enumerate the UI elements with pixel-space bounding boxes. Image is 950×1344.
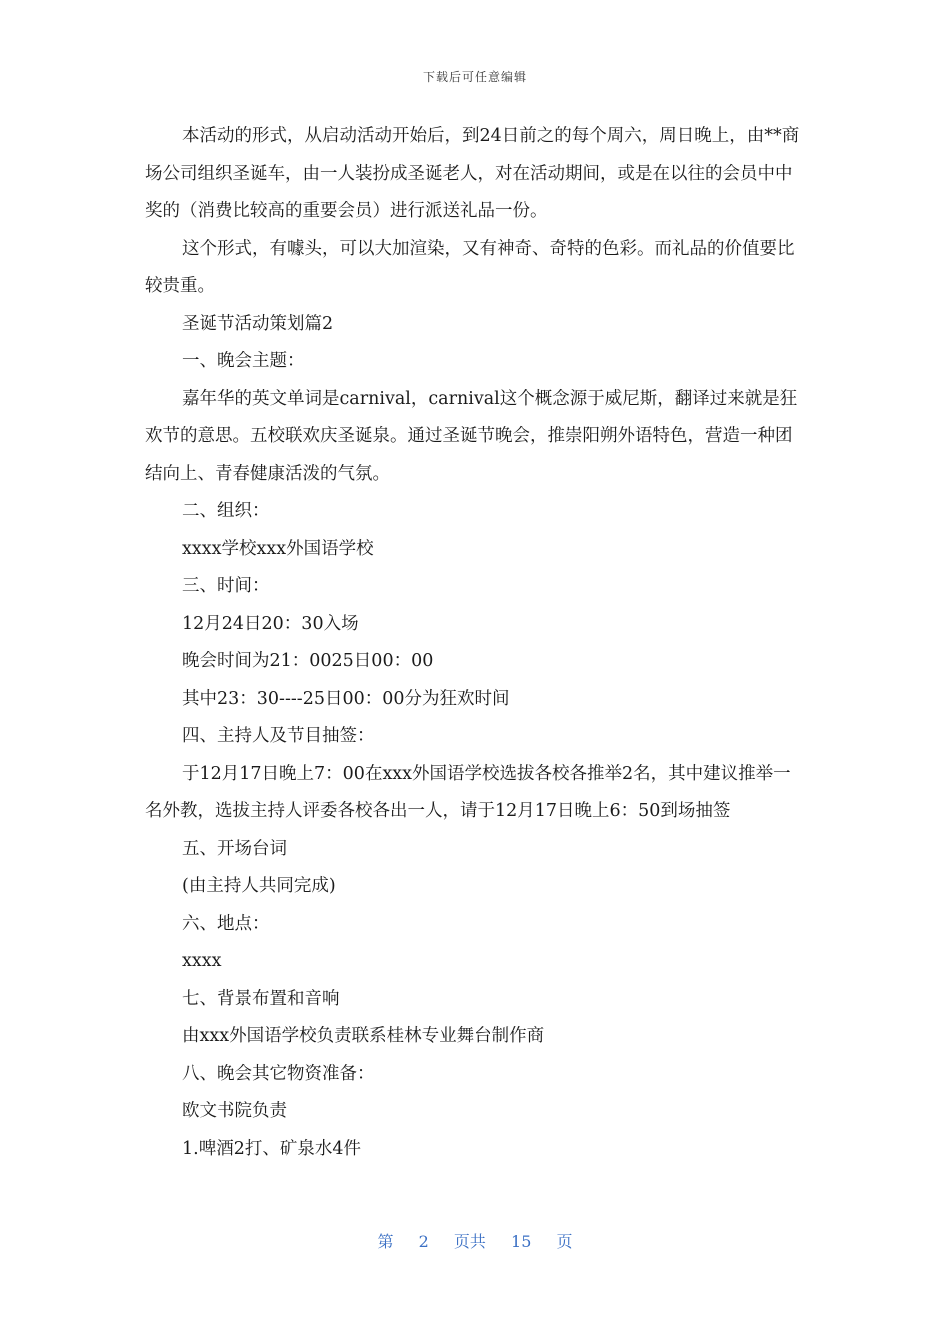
paragraph-opening-lines: (由主持人共同完成) [182,876,336,896]
heading-host: 四、主持人及节目抽签： [182,726,375,746]
heading-supplies: 八、晚会其它物资准备： [182,1063,375,1084]
paragraph-time-carnival: 其中23：30----25日00：00分为狂欢时间 [182,688,510,709]
paragraph-activity-comment: 这个形式，有噱头，可以大加渲染，又有神奇、奇特的色彩。而礼品的价值要比较贵重。 [145,238,795,296]
footer-page-number: 2 [418,1232,429,1251]
paragraph-theme: 嘉年华的英文单词是carnival，carnival这个概念源于威尼斯，翻译过来就是狂欢节的意思。五校联欢庆圣诞泉。通过圣诞节晚会，推崇阳朔外语特色，营造一种团结向上、青春健康活泼的气氛。 [145,388,798,484]
heading-time: 三、时间： [182,576,270,596]
page-header: 下载后可任意编辑 [422,70,527,84]
footer-total-pages: 15 [511,1232,532,1251]
section-title: 圣诞节活动策划篇2 [182,313,334,334]
heading-venue: 六、地点： [182,913,270,934]
page-footer [0,1229,950,1252]
footer-prefix: 第 [377,1232,394,1251]
footer-middle: 页共 [453,1232,486,1251]
paragraph-activity-form: 本活动的形式，从启动活动开始后，到24日前之的每个周六，周日晚上，由**商场公司组织圣诞车，由一人装扮成圣诞老人，对在活动期间，或是在以往的会员中中奖的（消费比较高的重要会员）进行派送礼品一份。 [145,126,800,221]
paragraph-host: 于12月17日晚上7：00在xxx外国语学校选拔各校各推举2名，其中建议推举一名外教，选拔主持人评委各校各出一人，请于12月17日晚上6：50到场抽签 [145,763,791,821]
paragraph-stage: 由xxx外国语学校负责联系桂林专业舞台制作商 [182,1026,545,1046]
paragraph-supplies-owner: 欧文书院负责 [182,1101,287,1121]
document-body [145,118,805,1168]
heading-opening-lines: 五、开场台词 [182,838,287,859]
heading-theme: 一、晚会主题： [182,351,305,371]
paragraph-time-entry: 12月24日20：30入场 [182,613,359,634]
list-item-supplies: 1.啤酒2打、矿泉水4件 [182,1138,361,1159]
heading-organization: 二、组织： [182,501,270,521]
paragraph-organization: xxxx学校xxx外国语学校 [182,538,374,559]
footer-suffix: 页 [556,1232,573,1251]
paragraph-time-party: 晚会时间为21：0025日00：00 [182,651,434,671]
heading-stage: 七、背景布置和音响 [182,988,340,1009]
paragraph-venue: xxxx [182,951,222,971]
